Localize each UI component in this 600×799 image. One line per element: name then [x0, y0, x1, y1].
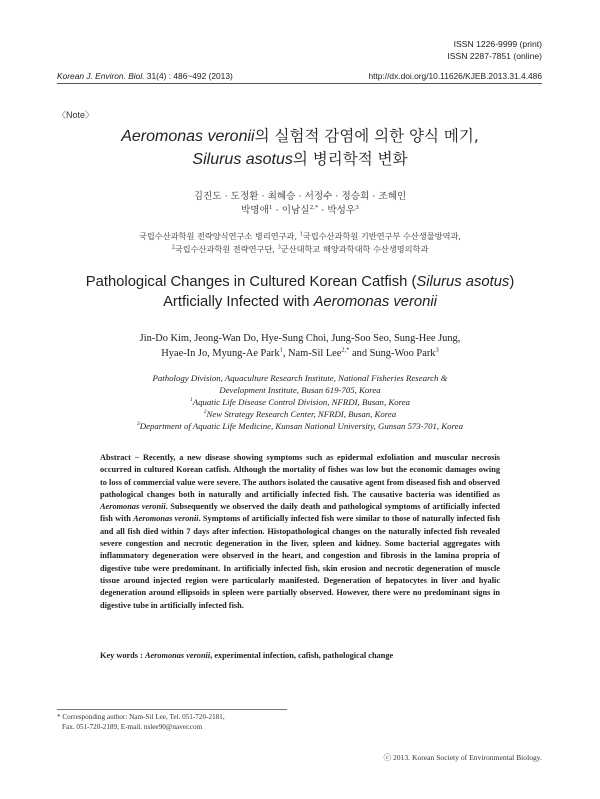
species-name: Aeromonas veronii	[121, 128, 255, 145]
doi-link[interactable]: http://dx.doi.org/10.11626/KJEB.2013.31.4.486	[368, 71, 542, 81]
affiliation-mark: 1	[268, 203, 273, 211]
english-affiliations	[70, 372, 530, 432]
affiliation-text: New Strategy Research Center, NFRDI, Busan, Korea	[206, 409, 397, 419]
english-authors-line-2	[70, 347, 530, 362]
korean-authors	[60, 190, 540, 218]
affiliation-mark: 1	[299, 231, 303, 238]
korean-title-text: 의 실험적 감염에 의한 양식 메기,	[254, 127, 479, 145]
author-name: , Nam-Sil Lee	[282, 347, 342, 359]
affiliation-1	[70, 396, 530, 408]
affiliation-mark: 3	[137, 421, 140, 428]
running-header	[57, 70, 542, 82]
author-name: · 이남실	[272, 205, 310, 216]
english-title-line-1	[60, 272, 540, 292]
title-text: Artficially Infected with	[163, 294, 314, 310]
abstract-text: . Symptoms of artificially infected fish were similar to those of naturally infected fish and all fish died within 7 days after infection. Histopathological changes on the naturally infected fish revealed severe congestion and necrotic degeneration in the liver, spleen and kidney. Some bacterial aggregates with inflammatory degeneration were observed in the heart, and congestion and fibrosis in the lamina propria of digestive tube were predominant. In artificially infected fish, skin erosion and necrotic degeneration of muscle tissue around injected region were particularly manifested. Degeneration of hepatocytes in liver and hyalic degeneration around ellipsoids in spleen were partially observed. However, there were no predominant signs in digestive tube in artificially infected fish.	[100, 514, 500, 610]
journal-name: Korean J. Environ. Biol.	[57, 71, 145, 81]
keywords	[100, 650, 500, 662]
species-name: Silurus asotus	[192, 151, 293, 168]
species-name: Silurus asotus	[416, 274, 510, 290]
note-label: 〈Note〉	[57, 110, 95, 120]
footnote-rule	[57, 709, 287, 710]
author-name: Hyae-In Jo, Myung-Ae Park	[161, 347, 280, 359]
affiliation-text: Department of Aquatic Life Medicine, Kunsan National University, Gunsan 573-701, Korea	[139, 421, 463, 431]
title-text: Pathological Changes in Cultured Korean Catfish (	[85, 274, 417, 290]
footnote-line-1: * Corresponding author: Nam-Sil Lee, Tel. 051-720-2181,	[57, 713, 225, 721]
species-name: Aeromonas veronii	[100, 502, 166, 512]
korean-title-line-1	[60, 125, 540, 148]
author-name: 박명애	[241, 205, 269, 216]
english-title-line-2	[60, 292, 540, 312]
korean-affil-line-2	[60, 243, 540, 256]
species-name: Aeromonas veronii	[133, 514, 199, 524]
affiliation-mark: 3	[355, 203, 359, 211]
english-title	[60, 272, 540, 312]
affiliation-text: Aquatic Life Disease Control Division, NFRDI, Busan, Korea	[192, 397, 411, 407]
species-name: Aeromonas veronii	[313, 294, 437, 310]
copyright-notice: ⓒ 2013. Korean Society of Environmental Biology.	[383, 753, 542, 762]
affiliation-mark: 2,*	[341, 346, 350, 354]
affiliation-text: 국립수산과학원 전략양식연구소 병리연구과,	[138, 231, 300, 241]
affiliation-text: 군산대학교 해양과학대학 수산생명의학과	[280, 244, 429, 254]
english-authors-line-1: Jin-Do Kim, Jeong-Wan Do, Hye-Sung Choi, Jung-Soo Seo, Sung-Hee Jung,	[139, 333, 461, 344]
abstract-text: . Subsequently we observed the daily death and pathological symptoms of artificially infected fish with	[100, 502, 500, 524]
affiliation-mark: 3	[435, 346, 439, 354]
korean-affiliations	[60, 230, 540, 256]
affiliation-mark: 2	[171, 244, 175, 251]
header-rule	[57, 83, 542, 84]
affiliation-mark: 2,*	[309, 203, 319, 211]
journal-citation	[57, 70, 233, 82]
affiliation-mark: 1	[189, 397, 193, 404]
author-name: · 박성우	[318, 205, 356, 216]
affiliation-mark: 1	[279, 346, 283, 354]
issn-print: ISSN 1226-9999 (print)	[453, 39, 542, 49]
issn-online: ISSN 2287-7851 (online)	[447, 51, 542, 61]
affiliation-main-line-1: Pathology Division, Aquaculture Research Institute, National Fisheries Research &	[152, 373, 448, 383]
footnote-line-2: Fax. 051-720-2189, E-mail. nslee90@naver.com	[62, 723, 203, 731]
affiliation-mark: 2	[203, 409, 207, 416]
species-name: Aeromonas veronii	[144, 651, 211, 660]
affiliation-text: 국립수산과학원 전략연구단,	[174, 244, 278, 254]
corresponding-author-footnote	[57, 712, 225, 732]
abstract-text: Abstract − Recently, a new disease showing symptoms such as epidermal exfoliation and muscular necrosis occurred in cultured Korean catfish. Although the mortality of fishes was low but the economic damages owing to loss of commercial value were severe. The authors isolated the causative agent from diseased fish and observed pathological changes both in naturally and artificially infected fish. The causative bacteria was identified as	[100, 453, 500, 499]
affiliation-3	[70, 420, 530, 432]
korean-authors-line-1: 김진도 · 도정환 · 최혜승 · 서정수 · 정승희 · 조혜인	[193, 191, 407, 202]
abstract	[100, 452, 500, 612]
korean-title-text: 의 병리학적 변화	[292, 150, 408, 168]
korean-affil-line-1	[60, 230, 540, 243]
keywords-text: , experimental infection, cafish, pathological change	[210, 651, 394, 660]
author-name: and Sung-Woo Park	[349, 347, 436, 359]
keywords-label: Key words :	[100, 651, 145, 660]
korean-title-line-2	[60, 148, 540, 171]
issn-block	[447, 38, 542, 62]
korean-title	[60, 125, 540, 171]
english-authors	[70, 332, 530, 361]
affiliation-main-line-2: Development Institute, Busan 619-705, Korea	[219, 385, 381, 395]
title-text: )	[509, 274, 515, 290]
volume-pages: 31(4) : 486~492 (2013)	[146, 71, 233, 81]
korean-authors-line-2	[60, 204, 540, 218]
affiliation-2	[70, 408, 530, 420]
affiliation-text: 국립수산과학원 기반연구부 수산생물방역과,	[302, 231, 461, 241]
affiliation-mark: 3	[277, 244, 281, 251]
